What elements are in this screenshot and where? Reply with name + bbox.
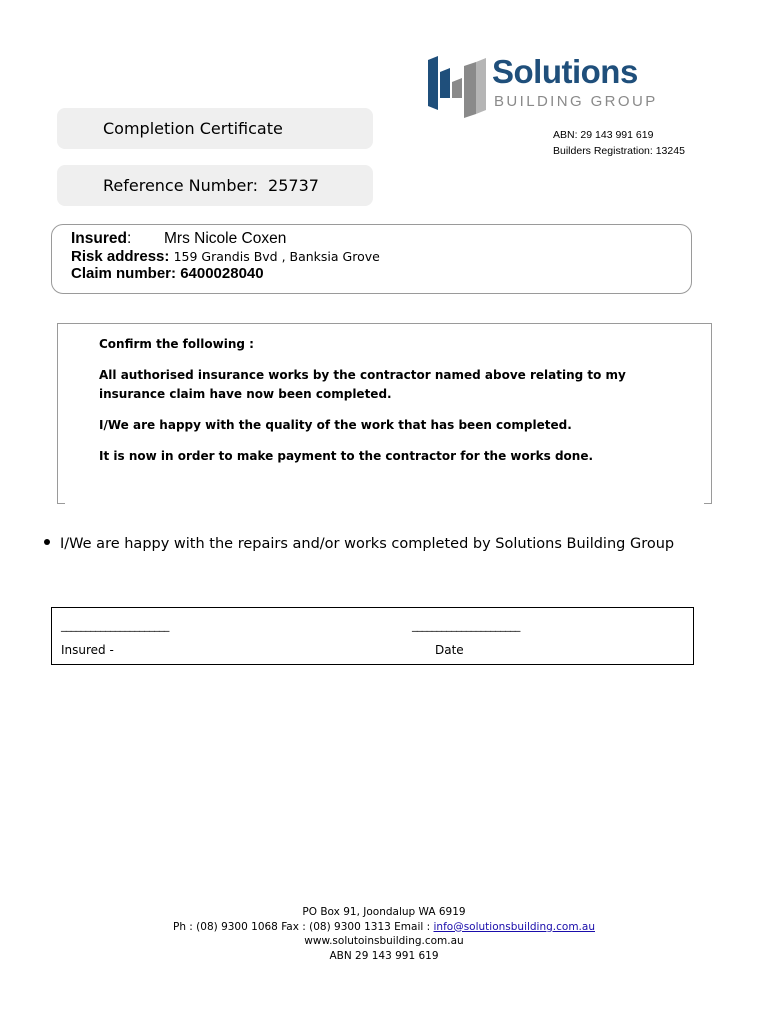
bullet-icon	[44, 539, 50, 545]
company-registration-block	[553, 128, 685, 159]
signature-box	[51, 607, 694, 665]
claim-number-value: 6400028040	[180, 265, 264, 282]
reference-label: Reference Number:	[103, 176, 259, 195]
insured-row	[71, 230, 287, 248]
risk-address-row	[71, 248, 380, 265]
footer-abn: ABN 29 143 991 619	[329, 949, 439, 962]
insured-name: Mrs Nicole Coxen	[164, 230, 287, 247]
certificate-title-box	[57, 108, 373, 149]
footer-website: www.solutoinsbuilding.com.au	[304, 935, 464, 947]
confirm-item-works-completed: All authorised insurance works by the contractor named above relating to my insurance claim have now been completed.	[99, 368, 626, 401]
builders-registration-line: Builders Registration: 13245	[553, 144, 685, 157]
confirmation-box-corner-right	[704, 503, 712, 504]
date-label: Date	[435, 643, 464, 657]
footer-email-link[interactable]: info@solutionsbuilding.com.au	[433, 920, 595, 933]
confirm-item-quality: I/We are happy with the quality of the work that has been completed.	[99, 418, 572, 432]
building-logo-icon	[426, 52, 488, 118]
bullet-statement	[44, 536, 674, 552]
claim-number-label: Claim number:	[71, 265, 177, 282]
insured-colon: :	[126, 230, 132, 247]
page-title: Completion Certificate	[103, 119, 283, 138]
risk-address-value: 159 Grandis Bvd , Banksia Grove	[173, 249, 380, 264]
logo-subtitle: BUILDING GROUP	[494, 93, 658, 110]
company-logo	[426, 52, 678, 122]
risk-address-label: Risk address:	[71, 248, 170, 265]
insured-label: Insured	[71, 230, 127, 247]
date-signature-line: ______________________	[412, 619, 520, 632]
footer	[0, 905, 768, 963]
logo-wordmark: Solutions	[492, 53, 638, 90]
footer-address: PO Box 91, Joondalup WA 6919	[302, 906, 466, 918]
reference-number-box	[57, 165, 373, 206]
insured-signature-label: Insured -	[61, 643, 114, 657]
abn-line: ABN: 29 143 991 619	[553, 129, 654, 141]
confirm-item-payment: It is now in order to make payment to the contractor for the works done.	[99, 449, 594, 463]
insured-details-box	[51, 224, 692, 294]
claim-number-row	[71, 265, 264, 282]
confirmation-box	[57, 323, 712, 503]
confirmation-box-corner-left	[57, 503, 65, 504]
footer-contact-line	[0, 920, 768, 935]
confirm-heading: Confirm the following :	[99, 337, 254, 351]
insured-signature-line: ______________________	[61, 619, 169, 632]
footer-phone-fax: Ph : (08) 9300 1068 Fax : (08) 9300 1313 Email :	[172, 920, 434, 933]
bullet-statement-text: I/We are happy with the repairs and/or works completed by Solutions Building Group	[60, 536, 675, 552]
reference-number: 25737	[268, 176, 319, 195]
